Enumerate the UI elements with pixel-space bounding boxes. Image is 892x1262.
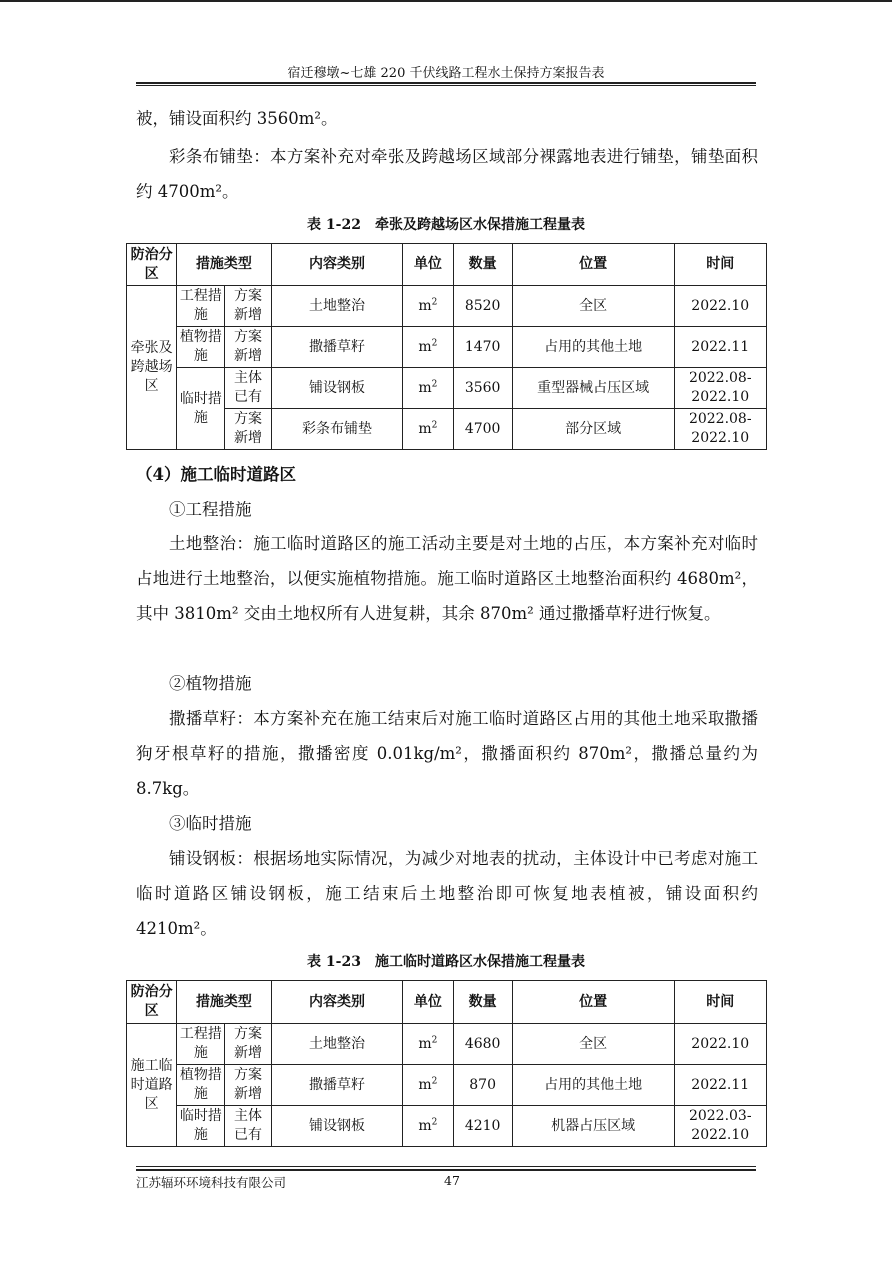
category-cell: 工程措施 <box>177 1024 225 1065</box>
location-cell: 重型器械占压区域 <box>512 368 674 409</box>
content-cell: 撒播草籽 <box>271 1065 403 1106</box>
category-cell: 临时措施 <box>177 1106 225 1147</box>
time-cell: 2022.11 <box>674 1065 766 1106</box>
location-cell: 占用的其他土地 <box>512 1065 674 1106</box>
header-location: 位置 <box>512 981 674 1024</box>
unit-base: m <box>418 1117 432 1134</box>
unit-sup: 2 <box>431 1034 438 1045</box>
header-qty: 数量 <box>453 981 512 1024</box>
time-cell: 2022.03-2022.10 <box>674 1106 766 1147</box>
unit-sup: 2 <box>431 378 438 389</box>
header-content: 内容类别 <box>271 244 403 286</box>
table-1-22-caption: 表 1-22 牵张及跨越场区水保措施工程量表 <box>307 217 585 233</box>
header-location: 位置 <box>512 244 674 286</box>
header-time: 时间 <box>674 244 766 286</box>
content-cell: 土地整治 <box>271 286 403 327</box>
category-cell: 植物措施 <box>177 327 225 368</box>
time-cell: 2022.08-2022.10 <box>674 409 766 450</box>
header-qty: 数量 <box>453 244 512 286</box>
paragraph-tarp: 彩条布铺垫：本方案补充对牵张及跨越场区域部分裸露地表进行铺垫，铺垫面积约 4700m²。 <box>136 147 758 201</box>
table-row <box>127 1024 767 1065</box>
zone-cell: 施工临时道路区 <box>127 1024 177 1147</box>
unit-cell <box>403 409 453 450</box>
unit-base: m <box>418 420 432 437</box>
qty-cell: 1470 <box>453 327 512 368</box>
content-cell: 土地整治 <box>271 1024 403 1065</box>
table-row <box>127 368 767 409</box>
location-cell: 占用的其他土地 <box>512 327 674 368</box>
subheading-temporary: ③临时措施 <box>169 814 252 833</box>
header-rule <box>136 82 756 84</box>
table-row <box>127 1106 767 1147</box>
subheading-engineering: ①工程措施 <box>169 500 252 519</box>
unit-cell <box>403 1024 453 1065</box>
location-cell: 全区 <box>512 1024 674 1065</box>
unit-cell <box>403 368 453 409</box>
unit-base: m <box>418 1076 432 1093</box>
header-type: 措施类型 <box>177 981 271 1024</box>
section-4-heading: （4）施工临时道路区 <box>136 465 296 484</box>
category-cell: 植物措施 <box>177 1065 225 1106</box>
header-type: 措施类型 <box>177 244 271 286</box>
unit-cell <box>403 1106 453 1147</box>
unit-sup: 2 <box>431 337 438 348</box>
subtype-cell: 主体已有 <box>225 1106 271 1147</box>
content-cell: 彩条布铺垫 <box>271 409 403 450</box>
unit-base: m <box>418 338 432 355</box>
unit-base: m <box>418 297 432 314</box>
table-1-23-caption: 表 1-23 施工临时道路区水保措施工程量表 <box>307 954 585 970</box>
content-cell: 撒播草籽 <box>271 327 403 368</box>
location-cell: 部分区域 <box>512 409 674 450</box>
unit-base: m <box>418 379 432 396</box>
header-content: 内容类别 <box>271 981 403 1024</box>
paragraph-land-leveling: 土地整治：施工临时道路区的施工活动主要是对土地的占压，本方案补充对临时占地进行土地整治，以便实施植物措施。施工临时道路区土地整治面积约 4680m²，其中 3810m² 交由土地权所有人进复耕，其余 870m² 通过撒播草籽进行恢复。 <box>136 534 758 623</box>
page-top-border <box>0 0 892 2</box>
subheading-vegetation: ②植物措施 <box>169 674 252 693</box>
subtype-cell: 方案新增 <box>225 327 271 368</box>
page-header-title: 宿迁穆墩~七雄 220 千伏线路工程水土保持方案报告表 <box>287 66 605 81</box>
qty-cell: 4210 <box>453 1106 512 1147</box>
subtype-cell: 方案新增 <box>225 1065 271 1106</box>
qty-cell: 8520 <box>453 286 512 327</box>
qty-cell: 3560 <box>453 368 512 409</box>
header-zone: 防治分区 <box>127 981 177 1024</box>
unit-sup: 2 <box>431 419 438 430</box>
qty-cell: 4700 <box>453 409 512 450</box>
table-1-22 <box>126 243 767 450</box>
subtype-cell: 方案新增 <box>225 286 271 327</box>
qty-cell: 870 <box>453 1065 512 1106</box>
header-zone: 防治分区 <box>127 244 177 286</box>
table-1-23 <box>126 980 767 1147</box>
location-cell: 全区 <box>512 286 674 327</box>
time-cell: 2022.10 <box>674 1024 766 1065</box>
table-row <box>127 1065 767 1106</box>
table-header-row <box>127 244 767 286</box>
location-cell: 机器占压区域 <box>512 1106 674 1147</box>
zone-cell: 牵张及跨越场区 <box>127 286 177 450</box>
unit-sup: 2 <box>431 296 438 307</box>
time-cell: 2022.08-2022.10 <box>674 368 766 409</box>
unit-cell <box>403 327 453 368</box>
paragraph-steel-tail: 被，铺设面积约 3560m²。 <box>136 109 338 128</box>
unit-cell <box>403 286 453 327</box>
unit-sup: 2 <box>431 1075 438 1086</box>
qty-cell: 4680 <box>453 1024 512 1065</box>
header-unit: 单位 <box>403 244 453 286</box>
unit-cell <box>403 1065 453 1106</box>
table-row <box>127 327 767 368</box>
content-cell: 铺设钢板 <box>271 368 403 409</box>
subtype-cell: 方案新增 <box>225 1024 271 1065</box>
unit-base: m <box>418 1035 432 1052</box>
time-cell: 2022.10 <box>674 286 766 327</box>
content-cell: 铺设钢板 <box>271 1106 403 1147</box>
subtype-cell: 方案新增 <box>225 409 271 450</box>
table-row <box>127 286 767 327</box>
header-unit: 单位 <box>403 981 453 1024</box>
header-time: 时间 <box>674 981 766 1024</box>
footer-company: 江苏辐环环境科技有限公司 <box>136 1175 287 1190</box>
unit-sup: 2 <box>431 1116 438 1127</box>
page-number: 47 <box>444 1173 460 1188</box>
table-header-row <box>127 981 767 1024</box>
category-cell: 工程措施 <box>177 286 225 327</box>
subtype-cell: 主体已有 <box>225 368 271 409</box>
header-rule-thin <box>136 85 756 86</box>
paragraph-steel-plate: 铺设钢板：根据场地实际情况，为减少对地表的扰动，主体设计中已考虑对施工临时道路区铺设钢板，施工结束后土地整治即可恢复地表植被，铺设面积约 4210m²。 <box>136 849 758 938</box>
category-cell: 临时措施 <box>177 368 225 450</box>
footer-rule-thin <box>136 1166 756 1167</box>
time-cell: 2022.11 <box>674 327 766 368</box>
footer-rule <box>136 1169 756 1171</box>
paragraph-grass-seeding: 撒播草籽：本方案补充在施工结束后对施工临时道路区占用的其他土地采取撒播狗牙根草籽的措施，撒播密度 0.01kg/m²，撒播面积约 870m²，撒播总量约为 8.7kg。 <box>136 709 758 798</box>
